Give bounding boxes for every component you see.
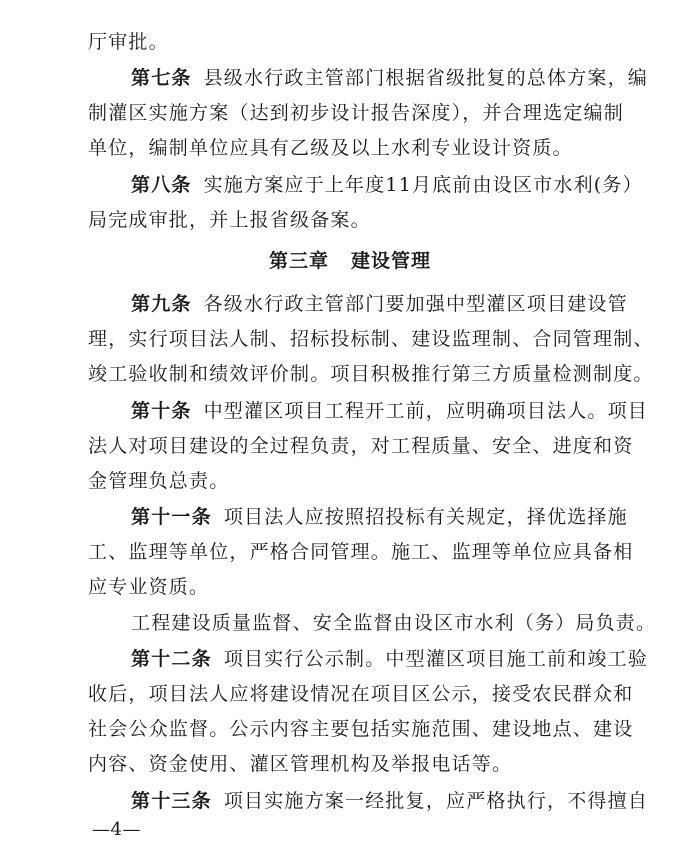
article-10-line (131, 399, 649, 423)
article-9-label: 第九条 (131, 293, 192, 315)
text-line: 社会公众监督。公示内容主要包括实施范围、建设地点、建设 (88, 718, 634, 740)
text-line: 制灌区实施方案（达到初步设计报告深度），并合理选定编制 (88, 102, 624, 124)
text-line: 工、监理等单位，严格合同管理。施工、监理等单位应具备相 (88, 541, 634, 563)
chapter-number: 第三章 (268, 250, 329, 272)
text-line: 法人对项目建设的全过程负责，对工程质量、安全、进度和资 (88, 435, 634, 457)
article-12-line (131, 647, 649, 671)
article-11-line (131, 505, 628, 529)
text-line: 金管理负总责。 (88, 470, 230, 492)
text-line: 厅审批。 (88, 31, 169, 53)
article-9-text: 各级水行政主管部门要加强中型灌区项目建设管 (203, 293, 628, 315)
article-8-label: 第八条 (131, 174, 192, 196)
article-12-label: 第十二条 (131, 648, 212, 670)
text-line: 理，实行项目法人制、招标投标制、建设监理制、合同管理制、 (88, 328, 654, 350)
article-13-text: 项目实施方案一经批复，应严格执行，不得擅自 (223, 790, 649, 812)
article-8-text: 实施方案应于上年度11月底前由设区市水利(务） (203, 174, 643, 196)
article-7-line (131, 66, 649, 90)
page-number: —4— (92, 819, 141, 840)
text-line: 工程建设质量监督、安全监督由设区市水利（务）局负责。 (131, 612, 657, 634)
text-line: 竣工验收制和绩效评价制。项目积极推行第三方质量检测制度。 (88, 363, 654, 385)
article-7-text: 县级水行政主管部门根据省级批复的总体方案，编 (203, 67, 649, 89)
article-12-text: 项目实行公示制。中型灌区项目施工前和竣工验 (223, 648, 649, 670)
article-11-text: 项目法人应按照招投标有关规定，择优选择施 (223, 506, 628, 528)
article-10-text: 中型灌区项目工程开工前，应明确项目法人。项目 (203, 400, 649, 422)
article-8-line (131, 173, 643, 197)
article-9-line (131, 292, 628, 316)
text-line: 单位，编制单位应具有乙级及以上水利专业设计资质。 (88, 137, 573, 159)
chapter-heading (0, 249, 700, 273)
text-line: 应专业资质。 (88, 576, 210, 598)
article-7-label: 第七条 (131, 67, 192, 89)
text-line: 内容、资金使用、灌区管理机构及举报电话等。 (88, 753, 513, 775)
article-10-label: 第十条 (131, 400, 192, 422)
chapter-title: 建设管理 (351, 250, 432, 272)
article-11-label: 第十一条 (131, 506, 212, 528)
text-line: 收后，项目法人应将建设情况在项目区公示，接受农民群众和 (88, 683, 634, 705)
text-line: 局完成审批，并上报省级备案。 (88, 209, 371, 231)
article-13-line (131, 789, 649, 813)
article-13-label: 第十三条 (131, 790, 212, 812)
